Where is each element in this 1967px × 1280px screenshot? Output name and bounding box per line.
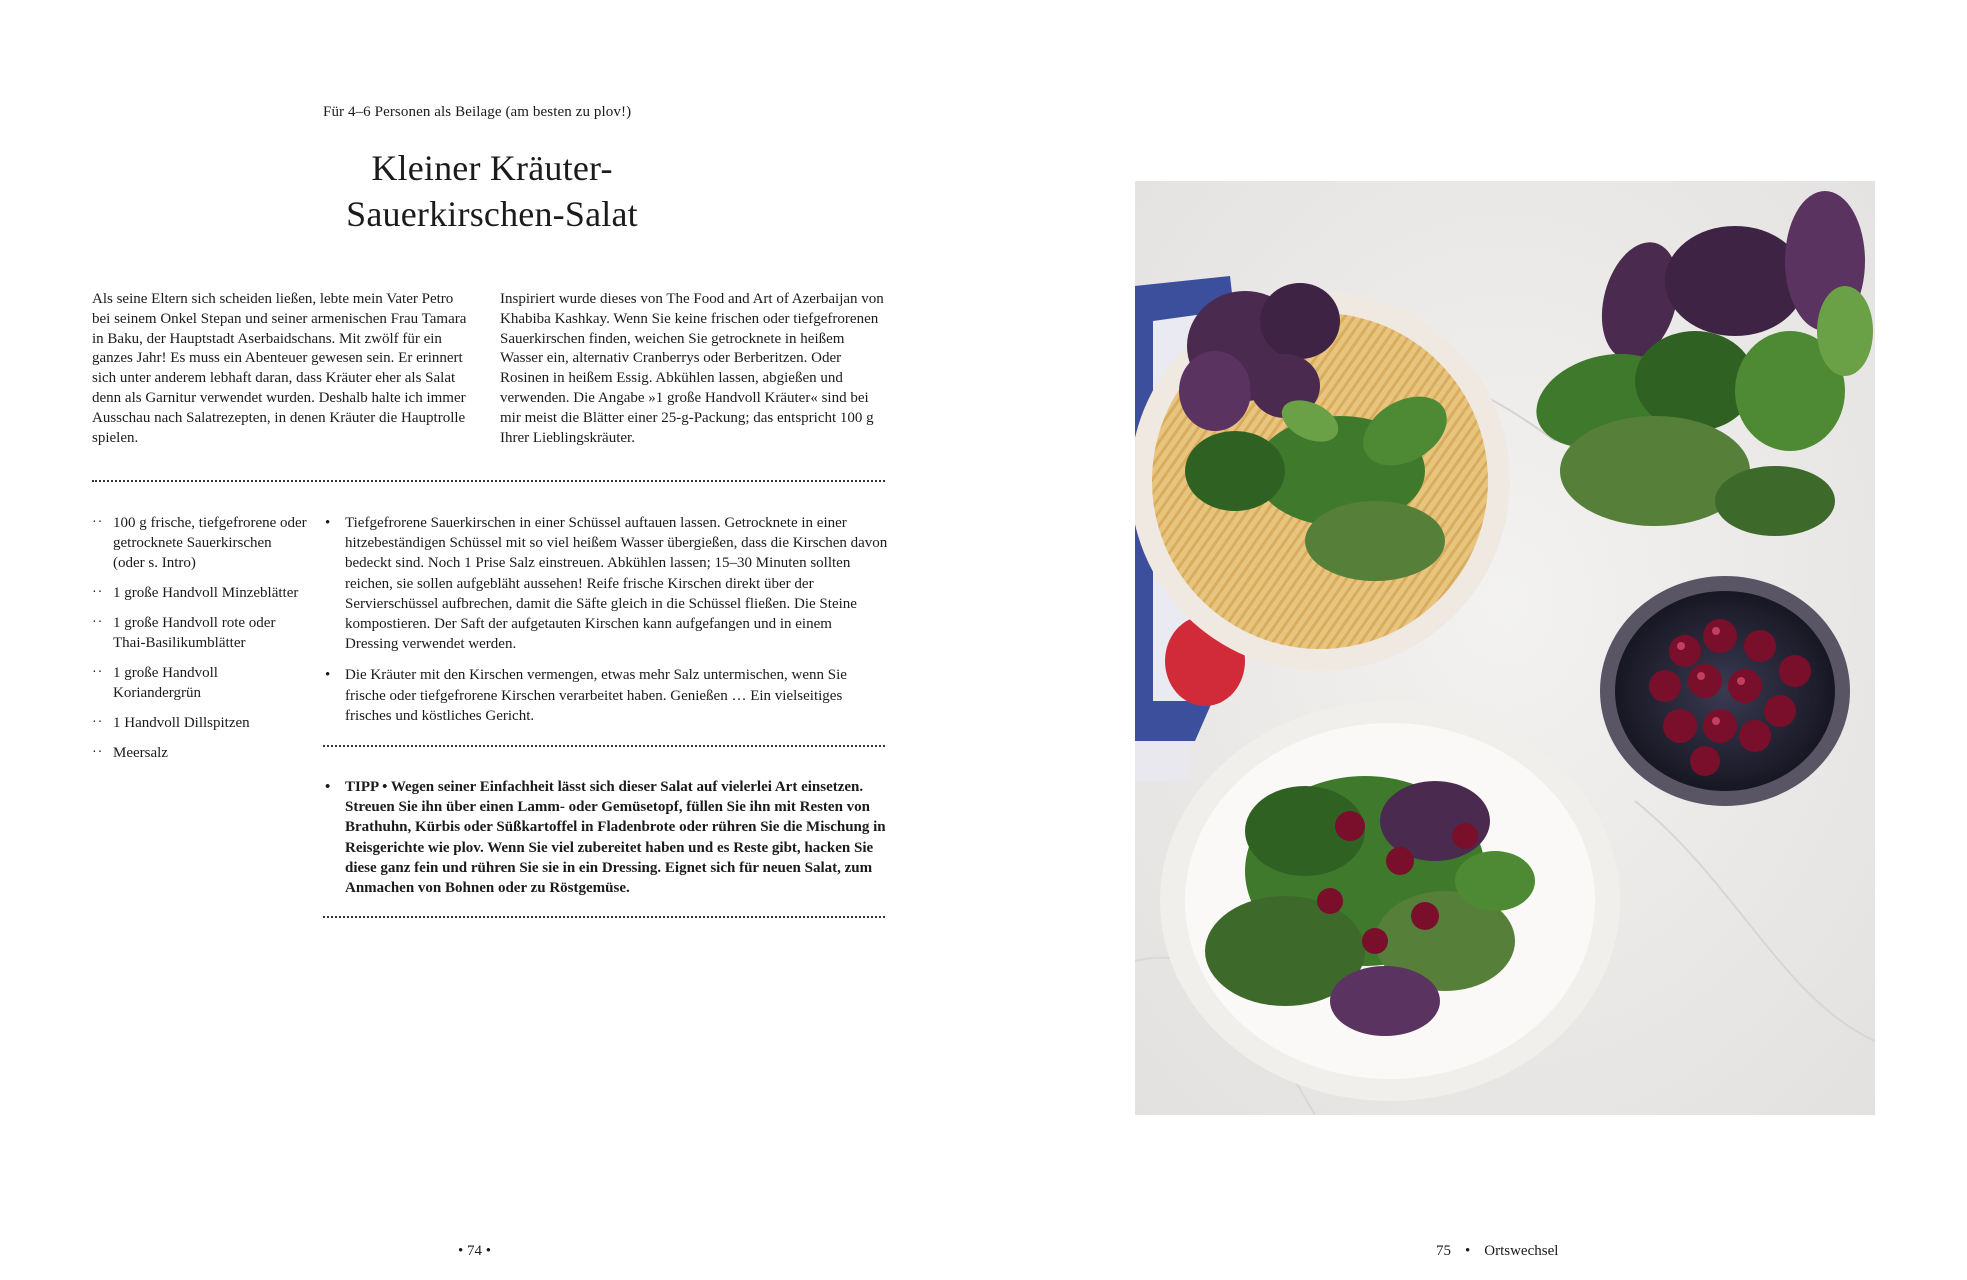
ingredient-list <box>92 513 307 773</box>
ingredient-item: ·· Meersalz <box>92 745 168 761</box>
ingredient-item: ·· 1 große Handvoll rote oder Thai-Basilikumblätter <box>92 615 276 651</box>
intro-paragraph-right: Inspiriert wurde dieses von The Food and Art of Azerbaijan von Khabiba Kashkay. Wenn Sie keine frischen oder tiefgefrorenen Sauerkirschen finden, weichen Sie getrocknete in heißem Wasser ein, alternativ Cranberrys oder Berberitzen. Oder Rosinen in heißem Essig. Abkühlen lassen, abgießen und verwenden. Die Angabe »1 große Handvoll Kräuter« sind bei mir meist die Blätter einer 25-g-Packung; das entspricht 100 g Ihrer Lieblingskräuter. <box>500 291 884 446</box>
title-line-1: Kleiner Kräuter- <box>371 148 613 188</box>
herb-salad-photo <box>1135 181 1875 1115</box>
method-step: • Die Kräuter mit den Kirschen vermengen, etwas mehr Salz untermischen, wenn Sie frische oder tiefgefrorene Kirschen verarbeitet haben. Genießen … Ein vielseitiges frisches und köstliches Gericht. <box>325 667 847 724</box>
left-page <box>0 0 983 1280</box>
page-number-right: 75 <box>1436 1243 1451 1259</box>
tip-box <box>323 777 888 898</box>
dotted-divider <box>92 480 885 482</box>
ingredient-item: ·· 1 Handvoll Dillspitzen <box>92 715 250 731</box>
ingredient-marker: ·· <box>92 715 104 730</box>
dotted-divider <box>323 916 885 918</box>
method-steps <box>323 513 888 737</box>
ingredient-marker: ·· <box>92 745 104 760</box>
section-name: Ortswechsel <box>1484 1243 1559 1259</box>
tip-bullet: • <box>325 779 331 795</box>
ingredient-item: ·· 100 g frische, tiefgefrorene oder getrocknete Sauerkirschen (oder s. Intro) <box>92 515 307 571</box>
ingredient-item: ·· 1 große Handvoll Minzeblätter <box>92 585 299 601</box>
dotted-divider <box>323 745 885 747</box>
intro-paragraph-left: Als seine Eltern sich scheiden ließen, lebte mein Vater Petro bei seinem Onkel Stepan und seiner armenischen Frau Tamara in Baku, der Hauptstadt Aserbaidschans. Mit zwölf für ein ganzes Jahr! Es muss ein Abenteuer gewesen sein. Er erinnert sich unter anderem lebhaft daran, dass Kräuter eher als Salat denn als Garnitur verwendet wurden. Deshalb halte ich immer Ausschau nach Salatrezepten, in denen Kräuter die Hauptrolle spielen. <box>92 291 467 446</box>
step-bullet: • <box>325 515 331 531</box>
recipe-title <box>292 145 692 237</box>
tip-text: TIPP • Wegen seiner Einfachheit lässt sich dieser Salat auf vielerlei Art einsetzen. Streuen Sie ihn über einen Lamm- oder Gemüsetopf, füllen Sie ihn mit Resten von Brathuhn, Kürbis oder Süßkartoffel in Fladenbrote oder rühren Sie die Mischung in Reisgerichte wie plov. Wenn Sie viel zubereitet haben und es Reste gibt, hacken Sie diese ganz fein und rühren Sie sie in ein Dressing. Eignet sich für neuen Salat, zum Anmachen von Bohnen oder zu Röstgemüse. <box>345 779 886 897</box>
ingredient-marker: ·· <box>92 585 104 600</box>
ingredient-marker: ·· <box>92 515 104 530</box>
footer-separator: • <box>1465 1243 1471 1259</box>
ingredient-marker: ·· <box>92 665 104 680</box>
ingredient-marker: ·· <box>92 615 104 630</box>
method-step: • Tiefgefrorene Sauerkirschen in einer Schüssel auftauen lassen. Getrocknete in einer hitzebeständigen Schüssel mit so viel heißem Wasser übergießen, dass die Kirschen davon bedeckt sind. Noch 1 Prise Salz einstreuen. Abkühlen lassen; 15–30 Minuten sollten reichen, sie sollen aufgebläht aussehen! Reife frische Kirschen direkt über der Servierschüssel aufbrechen, damit die Säfte gleich in die Schüssel fließen. Die Steine kompostieren. Der Saft der aufgetauten Kirschen kann aufgefangen und in einem Dressing verwendet werden. <box>325 515 888 653</box>
page-footer-right <box>1436 1243 1572 1260</box>
step-bullet: • <box>325 667 331 684</box>
ingredient-item: ·· 1 große Handvoll Koriandergrün <box>92 665 218 701</box>
page-number-left: • 74 • <box>458 1243 492 1259</box>
title-line-2: Sauerkirschen-Salat <box>346 194 638 234</box>
serving-info: Für 4–6 Personen als Beilage (am besten zu plov!) <box>323 104 632 120</box>
